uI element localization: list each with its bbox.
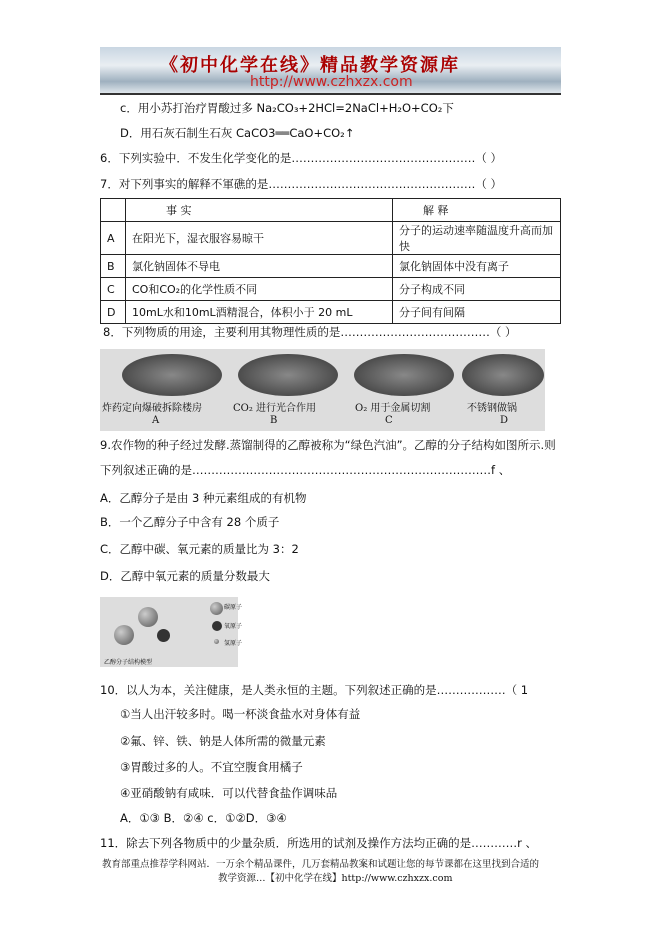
q8-images xyxy=(100,349,545,431)
image-caption: 不锈钢做锅 xyxy=(467,403,517,414)
q7-table xyxy=(100,198,561,324)
cell: C xyxy=(101,278,126,301)
q5-option-c: c．用小苏打治疗胃酸过多 Na₂CO₃+2HCl=2NaCl+H₂O+CO₂下 xyxy=(120,101,454,115)
legend-label: 氧原子 xyxy=(224,623,243,630)
q9-option-a: A．乙醇分子是由 3 种元素组成的有机物 xyxy=(100,491,307,505)
legend-oxygen-icon xyxy=(212,621,222,631)
cell: CO和CO₂的化学性质不同 xyxy=(126,278,393,301)
question-10: 10．以人为本，关注健康，是人类永恒的主题。下列叙述正确的是………………（ 1 xyxy=(100,683,529,697)
pot-image xyxy=(462,354,544,396)
table-row xyxy=(101,301,561,324)
cell: 分子间有间隔 xyxy=(393,301,561,324)
forest-image xyxy=(238,354,338,396)
header-cell: 解 释 xyxy=(393,199,561,222)
cell: 氯化钠固体不导电 xyxy=(126,255,393,278)
header-cell: 事 实 xyxy=(126,199,393,222)
header-banner xyxy=(100,47,561,95)
cell: B xyxy=(101,255,126,278)
legend-carbon-icon xyxy=(210,602,223,615)
ethanol-molecule-model xyxy=(100,597,243,667)
q9-option-d: D．乙醇中氧元素的质量分数最大 xyxy=(100,569,270,583)
table-row xyxy=(101,255,561,278)
cell: D xyxy=(101,301,126,324)
image-letter: C xyxy=(385,415,393,426)
q10-statement-2: ②氟、锌、铁、钠是人体所需的微量元素 xyxy=(120,734,326,748)
question-6: 6．下列实验中．不发生化学变化的是…………………………………………（ ） xyxy=(100,151,502,165)
q5-option-d: D．用石灰石制生石灰 CaCO3══CaO+CO₂↑ xyxy=(120,126,355,140)
cell: 分子的运动速率随温度升高而加快 xyxy=(393,222,561,255)
question-9-line2: 下列叙述正确的是……………………………………………………………………f 、 xyxy=(100,463,511,477)
banner-url[interactable]: http://www.czhxzx.com xyxy=(250,74,413,90)
cell: 在阳光下，湿衣服容易晾干 xyxy=(126,222,393,255)
image-caption: O₂ 用于金属切割 xyxy=(355,403,431,414)
footer-line2[interactable]: 教学资源…【初中化学在线】http://www.czhxzx.com xyxy=(218,873,453,884)
image-letter: B xyxy=(270,415,278,426)
carbon-atom xyxy=(138,607,158,627)
header-cell xyxy=(101,199,126,222)
cutting-image xyxy=(354,354,454,396)
image-caption: CO₂ 进行光合作用 xyxy=(233,403,317,414)
cell: 10mL水和10mL酒精混合，体积小于 20 mL xyxy=(126,301,393,324)
table-row xyxy=(101,222,561,255)
banner-title: 《初中化学在线》精品教学资源库 xyxy=(160,55,460,76)
q10-statement-3: ③胃酸过多的人。不宜空腹食用橘子 xyxy=(120,760,303,774)
cell: 分子构成不同 xyxy=(393,278,561,301)
molecule-caption: 乙醇分子结构模型 xyxy=(104,659,153,666)
q9-option-c: C．乙醇中碳、氧元素的质量比为 3：2 xyxy=(100,542,299,556)
q10-statement-4: ④亚硝酸钠有咸味．可以代替食盐作调味品 xyxy=(120,786,338,800)
legend-label: 碳原子 xyxy=(224,604,243,611)
legend-hydrogen-icon xyxy=(214,639,219,644)
demolition-image xyxy=(122,354,222,396)
image-caption: 炸药定向爆破拆除楼房 xyxy=(102,403,202,414)
table-row xyxy=(101,278,561,301)
image-letter: A xyxy=(152,415,160,426)
question-9-line1: 9.农作物的种子经过发酵.蒸馏制得的乙醇被称为“绿色汽油”。乙醇的分子结构如图所示.则 xyxy=(100,438,556,452)
question-11: 11．除去下列各物质中的少量杂质．所选用的试剂及操作方法均正确的是…………r 、 xyxy=(100,836,538,850)
q10-options: A．①③ B．②④ c．①②D．③④ xyxy=(120,811,287,825)
legend-label: 氢原子 xyxy=(224,640,243,647)
q10-statement-1: ①当人出汗较多时。喝一杯淡食盐水对身体有益 xyxy=(120,707,361,721)
question-8: 8．下列物质的用途，主要利用其物理性质的是…………………………………（ ） xyxy=(103,325,517,339)
carbon-atom xyxy=(114,625,134,645)
table-header xyxy=(101,199,561,222)
footer-line1: 教育部重点推荐学科网站．一万余个精品课件，几万套精品教案和试题让您的每节课都在这里找到合适的 xyxy=(102,859,540,870)
cell: 氯化钠固体中没有离子 xyxy=(393,255,561,278)
cell: A xyxy=(101,222,126,255)
oxygen-atom xyxy=(157,629,170,642)
question-7: 7．对下列事实的解释不軍礁的是………………………………………………（ ） xyxy=(100,177,502,191)
image-letter: D xyxy=(500,415,509,426)
q9-option-b: B．一个乙醇分子中含有 28 个质子 xyxy=(100,515,280,529)
